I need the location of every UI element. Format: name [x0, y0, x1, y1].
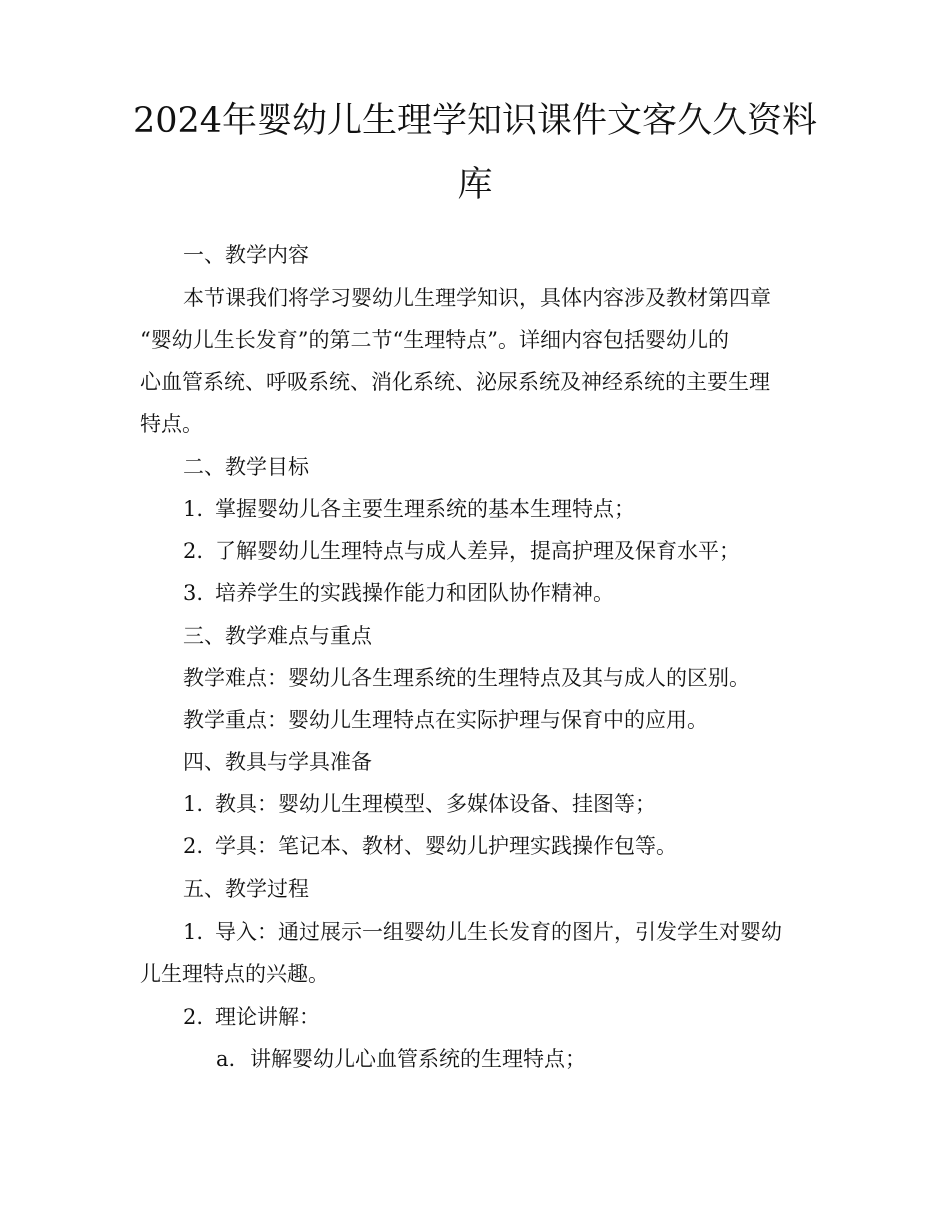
list-item-number: 2. — [183, 539, 204, 563]
document-title-line-2: 库 — [457, 165, 493, 205]
list-item-text: 教具：婴幼儿生理模型、多媒体设备、挂图等； — [215, 792, 656, 816]
sub-list-item — [216, 1047, 586, 1071]
list-item-number: 2. — [183, 834, 204, 858]
list-item — [183, 1005, 320, 1029]
list-item — [183, 539, 740, 563]
list-item — [183, 834, 677, 858]
list-item — [183, 920, 782, 944]
document-title-line-1: 2024年婴幼儿生理学知识课件文客久久资料 — [132, 101, 818, 141]
sub-list-item-text: 讲解婴幼儿心血管系统的生理特点； — [250, 1047, 586, 1071]
list-item-text: 培养学生的实践操作能力和团队协作精神。 — [215, 581, 614, 605]
paragraph-line: 本节课我们将学习婴幼儿生理学知识，具体内容涉及教材第四章 — [183, 286, 771, 310]
list-item-text: 掌握婴幼儿各主要生理系统的基本生理特点； — [215, 497, 635, 521]
teaching-difficulty: 教学难点：婴幼儿各生理系统的生理特点及其与成人的区别。 — [183, 666, 750, 690]
list-item-number: 1. — [183, 792, 204, 816]
list-item — [183, 497, 635, 521]
section-heading-teaching-goals: 二、教学目标 — [183, 455, 309, 479]
list-item-number: 3. — [183, 581, 204, 605]
list-item-text: 学具：笔记本、教材、婴幼儿护理实践操作包等。 — [215, 834, 677, 858]
list-item-text: 了解婴幼儿生理特点与成人差异，提高护理及保育水平； — [215, 539, 740, 563]
list-item-text: 理论讲解： — [215, 1005, 320, 1029]
list-item-number: 2. — [183, 1005, 204, 1029]
list-item-text: 导入：通过展示一组婴幼儿生长发育的图片，引发学生对婴幼 — [215, 920, 782, 944]
paragraph-line: 心血管系统、呼吸系统、消化系统、泌尿系统及神经系统的主要生理 — [140, 370, 770, 394]
section-heading-materials: 四、教具与学具准备 — [183, 750, 372, 774]
section-heading-difficulty-focus: 三、教学难点与重点 — [183, 624, 372, 648]
paragraph-line: 特点。 — [140, 412, 203, 436]
section-heading-teaching-content: 一、教学内容 — [183, 243, 309, 267]
list-item — [183, 792, 656, 816]
list-item-continuation: 儿生理特点的兴趣。 — [140, 962, 329, 986]
section-heading-teaching-process: 五、教学过程 — [183, 877, 309, 901]
teaching-focus: 教学重点：婴幼儿生理特点在实际护理与保育中的应用。 — [183, 708, 708, 732]
list-item-number: 1. — [183, 920, 204, 944]
list-item-number: 1. — [183, 497, 204, 521]
paragraph-line: “婴幼儿生长发育”的第二节“生理特点”。详细内容包括婴幼儿的 — [140, 328, 729, 352]
sub-list-item-letter: a. — [216, 1047, 236, 1071]
list-item — [183, 581, 614, 605]
